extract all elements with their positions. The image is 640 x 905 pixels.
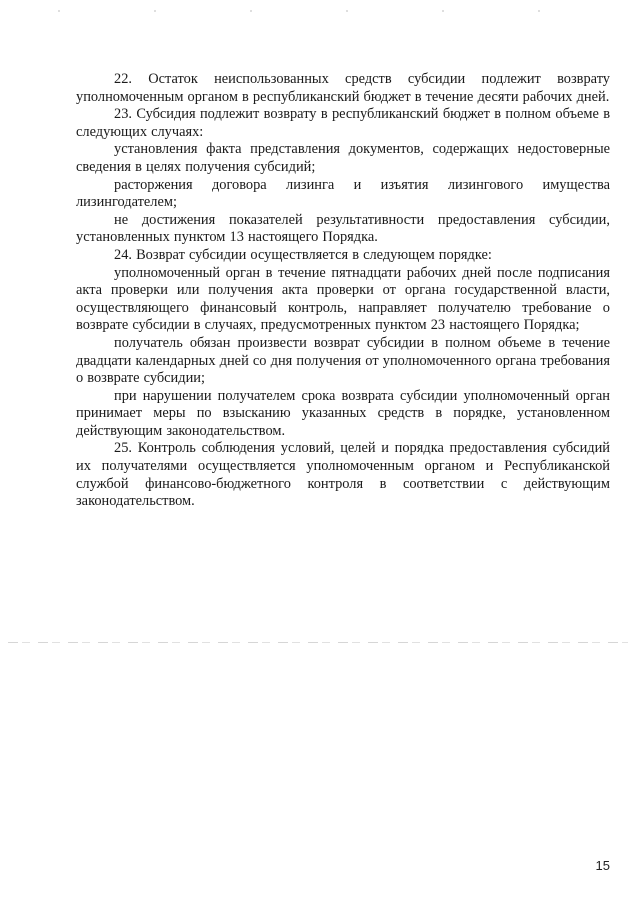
- document-body: [76, 71, 610, 511]
- step-recipient-refund: получатель обязан произвести возврат субсидии в полном объеме в течение двадцати календарных дней со дня получения от уполномоченного органа требования о возврате субсидии;: [76, 334, 610, 387]
- scan-artifact-line: [8, 642, 628, 643]
- case-lease-termination: расторжения договора лизинга и изъятия лизингового имущества лизингодателем;: [76, 176, 610, 211]
- case-false-documents: установления факта представления документов, содержащих недостоверные сведения в целях получения субсидий;: [76, 141, 610, 175]
- paragraph-22: 22. Остаток неиспользованных средств субсидии подлежит возврату уполномоченным органом в республиканский бюджет в течение десяти рабочих дней.: [76, 71, 610, 105]
- paragraph-24: 24. Возврат субсидии осуществляется в следующем порядке:: [114, 246, 492, 263]
- step-enforcement: при нарушении получателем срока возврата субсидии уполномоченный орган принимает меры по взысканию указанных средств в порядке, установленном действующим законодательством.: [76, 387, 610, 439]
- paragraph-23: 23. Субсидия подлежит возврату в республиканский бюджет в полном объеме в следующих случаях:: [76, 106, 610, 140]
- scan-artifact-top: [20, 10, 620, 12]
- page-number: 15: [595, 858, 610, 873]
- step-authority-demand: уполномоченный орган в течение пятнадцати рабочих дней после подписания акта проверки или получения акта проверки от органа государственной власти, осуществляющего финансовый контроль, направляет получателю требование о возврате субсидии в случаях, предусмотренных пунктом 23 настоящего Порядка;: [76, 264, 610, 334]
- paragraph-25: 25. Контроль соблюдения условий, целей и порядка предоставления субсидий их получателями осуществляется уполномоченным органом и Республиканской службой финансово-бюджетного контроля в соответствии с действующим законодательством.: [76, 440, 610, 510]
- case-indicators-not-met: не достижения показателей результативности предоставления субсидии, установленных пунктом 13 настоящего Порядка.: [76, 211, 610, 246]
